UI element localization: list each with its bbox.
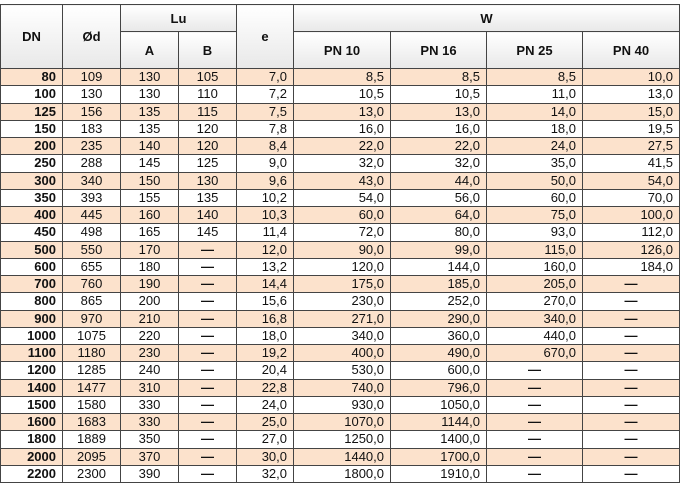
cell-w-pn40: 41,5: [583, 155, 680, 172]
cell-e: 13,2: [237, 258, 294, 275]
cell-w-pn16: 44,0: [391, 172, 487, 189]
table-row: [1, 448, 680, 465]
cell-od: 1580: [63, 396, 121, 413]
cell-w-pn25: 93,0: [487, 224, 583, 241]
table-row: [1, 310, 680, 327]
cell-w-pn40: —: [583, 431, 680, 448]
cell-w-pn10: 90,0: [294, 241, 391, 258]
cell-dn: 1800: [1, 431, 63, 448]
cell-w-pn25: —: [487, 414, 583, 431]
cell-w-pn40: 112,0: [583, 224, 680, 241]
table-row: [1, 379, 680, 396]
table-row: [1, 189, 680, 206]
cell-lu-a: 220: [121, 327, 179, 344]
cell-w-pn40: —: [583, 276, 680, 293]
table-row: [1, 86, 680, 103]
cell-e: 10,3: [237, 207, 294, 224]
table-row: [1, 276, 680, 293]
cell-lu-b: 110: [179, 86, 237, 103]
cell-w-pn25: 35,0: [487, 155, 583, 172]
cell-od: 393: [63, 189, 121, 206]
cell-lu-b: —: [179, 241, 237, 258]
cell-w-pn25: 340,0: [487, 310, 583, 327]
cell-e: 14,4: [237, 276, 294, 293]
cell-w-pn10: 1800,0: [294, 465, 391, 482]
cell-lu-a: 165: [121, 224, 179, 241]
cell-dn: 2200: [1, 465, 63, 482]
cell-od: 1683: [63, 414, 121, 431]
cell-e: 18,0: [237, 327, 294, 344]
cell-w-pn25: 670,0: [487, 345, 583, 362]
cell-w-pn40: —: [583, 379, 680, 396]
cell-w-pn16: 8,5: [391, 69, 487, 86]
cell-od: 340: [63, 172, 121, 189]
cell-w-pn25: 18,0: [487, 120, 583, 137]
cell-e: 10,2: [237, 189, 294, 206]
cell-w-pn16: 32,0: [391, 155, 487, 172]
cell-w-pn25: —: [487, 362, 583, 379]
cell-w-pn40: —: [583, 414, 680, 431]
cell-e: 15,6: [237, 293, 294, 310]
cell-w-pn40: 126,0: [583, 241, 680, 258]
cell-e: 7,5: [237, 103, 294, 120]
cell-od: 1285: [63, 362, 121, 379]
cell-w-pn16: 56,0: [391, 189, 487, 206]
cell-w-pn25: 11,0: [487, 86, 583, 103]
header-e: e: [237, 5, 294, 69]
cell-w-pn25: —: [487, 465, 583, 482]
table-row: [1, 396, 680, 413]
cell-lu-a: 180: [121, 258, 179, 275]
cell-lu-b: 120: [179, 138, 237, 155]
cell-dn: 300: [1, 172, 63, 189]
cell-lu-a: 210: [121, 310, 179, 327]
cell-w-pn16: 1400,0: [391, 431, 487, 448]
cell-dn: 200: [1, 138, 63, 155]
dimension-table: [0, 4, 680, 483]
table-row: [1, 172, 680, 189]
cell-w-pn25: 115,0: [487, 241, 583, 258]
cell-w-pn16: 490,0: [391, 345, 487, 362]
cell-lu-b: —: [179, 327, 237, 344]
cell-e: 30,0: [237, 448, 294, 465]
header-b: B: [179, 32, 237, 69]
cell-w-pn40: 19,5: [583, 120, 680, 137]
cell-w-pn16: 64,0: [391, 207, 487, 224]
cell-od: 130: [63, 86, 121, 103]
cell-w-pn16: 22,0: [391, 138, 487, 155]
cell-e: 7,2: [237, 86, 294, 103]
cell-w-pn40: 100,0: [583, 207, 680, 224]
cell-w-pn10: 16,0: [294, 120, 391, 137]
table-row: [1, 103, 680, 120]
cell-od: 235: [63, 138, 121, 155]
cell-lu-b: —: [179, 276, 237, 293]
cell-lu-a: 310: [121, 379, 179, 396]
cell-dn: 900: [1, 310, 63, 327]
table-header: [1, 5, 680, 69]
cell-w-pn16: 1700,0: [391, 448, 487, 465]
table-row: [1, 258, 680, 275]
cell-dn: 1200: [1, 362, 63, 379]
cell-lu-a: 390: [121, 465, 179, 482]
cell-dn: 100: [1, 86, 63, 103]
cell-w-pn40: 10,0: [583, 69, 680, 86]
cell-od: 655: [63, 258, 121, 275]
cell-w-pn40: 13,0: [583, 86, 680, 103]
cell-w-pn10: 930,0: [294, 396, 391, 413]
table-row: [1, 414, 680, 431]
cell-w-pn10: 400,0: [294, 345, 391, 362]
cell-dn: 400: [1, 207, 63, 224]
cell-lu-b: —: [179, 258, 237, 275]
cell-w-pn16: 290,0: [391, 310, 487, 327]
cell-lu-a: 370: [121, 448, 179, 465]
cell-od: 2095: [63, 448, 121, 465]
cell-w-pn40: 184,0: [583, 258, 680, 275]
cell-dn: 1000: [1, 327, 63, 344]
cell-e: 19,2: [237, 345, 294, 362]
cell-w-pn10: 1440,0: [294, 448, 391, 465]
cell-w-pn16: 1144,0: [391, 414, 487, 431]
cell-w-pn10: 1070,0: [294, 414, 391, 431]
table-row: [1, 69, 680, 86]
cell-od: 760: [63, 276, 121, 293]
cell-w-pn10: 340,0: [294, 327, 391, 344]
cell-od: 498: [63, 224, 121, 241]
cell-dn: 500: [1, 241, 63, 258]
cell-lu-a: 130: [121, 86, 179, 103]
dimension-table-wrapper: [0, 4, 680, 483]
cell-od: 865: [63, 293, 121, 310]
cell-lu-a: 135: [121, 103, 179, 120]
cell-lu-a: 200: [121, 293, 179, 310]
cell-w-pn25: —: [487, 396, 583, 413]
table-row: [1, 138, 680, 155]
cell-lu-b: 105: [179, 69, 237, 86]
cell-lu-a: 145: [121, 155, 179, 172]
cell-w-pn40: 15,0: [583, 103, 680, 120]
cell-lu-b: —: [179, 431, 237, 448]
header-dn: DN: [1, 5, 63, 69]
cell-lu-a: 155: [121, 189, 179, 206]
table-body: [1, 69, 680, 483]
header-w: W: [294, 5, 680, 32]
cell-lu-a: 140: [121, 138, 179, 155]
cell-od: 156: [63, 103, 121, 120]
cell-w-pn16: 99,0: [391, 241, 487, 258]
cell-lu-b: 130: [179, 172, 237, 189]
cell-dn: 125: [1, 103, 63, 120]
cell-w-pn10: 54,0: [294, 189, 391, 206]
cell-od: 288: [63, 155, 121, 172]
cell-w-pn16: 10,5: [391, 86, 487, 103]
cell-w-pn25: 60,0: [487, 189, 583, 206]
cell-w-pn10: 32,0: [294, 155, 391, 172]
cell-w-pn40: —: [583, 396, 680, 413]
cell-dn: 80: [1, 69, 63, 86]
cell-w-pn16: 796,0: [391, 379, 487, 396]
cell-e: 16,8: [237, 310, 294, 327]
cell-w-pn40: 54,0: [583, 172, 680, 189]
cell-e: 24,0: [237, 396, 294, 413]
cell-lu-a: 160: [121, 207, 179, 224]
cell-w-pn10: 60,0: [294, 207, 391, 224]
cell-w-pn10: 175,0: [294, 276, 391, 293]
cell-w-pn16: 144,0: [391, 258, 487, 275]
cell-e: 12,0: [237, 241, 294, 258]
cell-w-pn40: —: [583, 293, 680, 310]
cell-od: 1180: [63, 345, 121, 362]
cell-lu-b: —: [179, 465, 237, 482]
cell-w-pn16: 16,0: [391, 120, 487, 137]
cell-w-pn25: 160,0: [487, 258, 583, 275]
cell-od: 1477: [63, 379, 121, 396]
cell-w-pn10: 1250,0: [294, 431, 391, 448]
cell-e: 27,0: [237, 431, 294, 448]
cell-lu-a: 150: [121, 172, 179, 189]
cell-w-pn40: 70,0: [583, 189, 680, 206]
header-pn40: PN 40: [583, 32, 680, 69]
cell-od: 2300: [63, 465, 121, 482]
cell-w-pn16: 360,0: [391, 327, 487, 344]
cell-w-pn10: 8,5: [294, 69, 391, 86]
cell-e: 7,8: [237, 120, 294, 137]
cell-w-pn25: 8,5: [487, 69, 583, 86]
table-row: [1, 293, 680, 310]
cell-dn: 800: [1, 293, 63, 310]
cell-lu-b: —: [179, 448, 237, 465]
cell-lu-a: 330: [121, 396, 179, 413]
cell-e: 7,0: [237, 69, 294, 86]
cell-w-pn25: 75,0: [487, 207, 583, 224]
cell-w-pn40: —: [583, 448, 680, 465]
cell-w-pn16: 185,0: [391, 276, 487, 293]
cell-dn: 250: [1, 155, 63, 172]
cell-w-pn10: 22,0: [294, 138, 391, 155]
cell-w-pn16: 80,0: [391, 224, 487, 241]
table-row: [1, 362, 680, 379]
cell-e: 9,6: [237, 172, 294, 189]
cell-e: 8,4: [237, 138, 294, 155]
cell-e: 11,4: [237, 224, 294, 241]
cell-w-pn10: 10,5: [294, 86, 391, 103]
cell-lu-b: 120: [179, 120, 237, 137]
cell-w-pn10: 230,0: [294, 293, 391, 310]
cell-od: 1075: [63, 327, 121, 344]
cell-lu-a: 170: [121, 241, 179, 258]
table-row: [1, 155, 680, 172]
table-row: [1, 207, 680, 224]
cell-w-pn40: —: [583, 327, 680, 344]
cell-dn: 150: [1, 120, 63, 137]
cell-w-pn25: 270,0: [487, 293, 583, 310]
cell-lu-a: 190: [121, 276, 179, 293]
cell-lu-b: —: [179, 396, 237, 413]
cell-w-pn10: 72,0: [294, 224, 391, 241]
table-row: [1, 431, 680, 448]
table-row: [1, 327, 680, 344]
cell-w-pn16: 1910,0: [391, 465, 487, 482]
cell-od: 550: [63, 241, 121, 258]
cell-lu-b: —: [179, 414, 237, 431]
cell-dn: 700: [1, 276, 63, 293]
cell-w-pn25: 440,0: [487, 327, 583, 344]
cell-lu-b: 140: [179, 207, 237, 224]
cell-od: 445: [63, 207, 121, 224]
cell-e: 22,8: [237, 379, 294, 396]
header-od: Ød: [63, 5, 121, 69]
cell-lu-a: 135: [121, 120, 179, 137]
table-row: [1, 345, 680, 362]
cell-dn: 1600: [1, 414, 63, 431]
cell-lu-b: —: [179, 293, 237, 310]
cell-lu-a: 240: [121, 362, 179, 379]
cell-w-pn10: 13,0: [294, 103, 391, 120]
cell-dn: 1100: [1, 345, 63, 362]
cell-w-pn10: 530,0: [294, 362, 391, 379]
cell-e: 20,4: [237, 362, 294, 379]
header-pn25: PN 25: [487, 32, 583, 69]
cell-w-pn25: 205,0: [487, 276, 583, 293]
cell-w-pn40: —: [583, 345, 680, 362]
cell-w-pn10: 120,0: [294, 258, 391, 275]
cell-e: 25,0: [237, 414, 294, 431]
cell-w-pn40: —: [583, 362, 680, 379]
cell-w-pn40: —: [583, 310, 680, 327]
cell-w-pn10: 271,0: [294, 310, 391, 327]
cell-lu-b: —: [179, 379, 237, 396]
cell-dn: 1500: [1, 396, 63, 413]
cell-lu-b: 125: [179, 155, 237, 172]
cell-w-pn40: —: [583, 465, 680, 482]
cell-w-pn10: 740,0: [294, 379, 391, 396]
cell-e: 32,0: [237, 465, 294, 482]
table-row: [1, 465, 680, 482]
cell-od: 183: [63, 120, 121, 137]
cell-w-pn16: 1050,0: [391, 396, 487, 413]
cell-w-pn16: 252,0: [391, 293, 487, 310]
cell-w-pn25: —: [487, 379, 583, 396]
cell-dn: 1400: [1, 379, 63, 396]
table-row: [1, 241, 680, 258]
cell-w-pn16: 13,0: [391, 103, 487, 120]
cell-dn: 350: [1, 189, 63, 206]
cell-od: 1889: [63, 431, 121, 448]
cell-w-pn25: —: [487, 431, 583, 448]
cell-lu-a: 350: [121, 431, 179, 448]
cell-e: 9,0: [237, 155, 294, 172]
cell-lu-b: —: [179, 345, 237, 362]
header-a: A: [121, 32, 179, 69]
header-pn16: PN 16: [391, 32, 487, 69]
cell-lu-b: 115: [179, 103, 237, 120]
cell-lu-a: 230: [121, 345, 179, 362]
cell-dn: 450: [1, 224, 63, 241]
table-row: [1, 120, 680, 137]
cell-lu-b: —: [179, 310, 237, 327]
cell-w-pn25: 24,0: [487, 138, 583, 155]
cell-lu-b: 135: [179, 189, 237, 206]
header-lu: Lu: [121, 5, 237, 32]
cell-lu-a: 330: [121, 414, 179, 431]
cell-w-pn16: 600,0: [391, 362, 487, 379]
cell-w-pn25: 14,0: [487, 103, 583, 120]
table-row: [1, 224, 680, 241]
cell-w-pn25: 50,0: [487, 172, 583, 189]
cell-w-pn40: 27,5: [583, 138, 680, 155]
cell-od: 970: [63, 310, 121, 327]
cell-dn: 600: [1, 258, 63, 275]
cell-lu-a: 130: [121, 69, 179, 86]
cell-dn: 2000: [1, 448, 63, 465]
cell-lu-b: 145: [179, 224, 237, 241]
header-pn10: PN 10: [294, 32, 391, 69]
cell-w-pn25: —: [487, 448, 583, 465]
cell-w-pn10: 43,0: [294, 172, 391, 189]
cell-lu-b: —: [179, 362, 237, 379]
cell-od: 109: [63, 69, 121, 86]
